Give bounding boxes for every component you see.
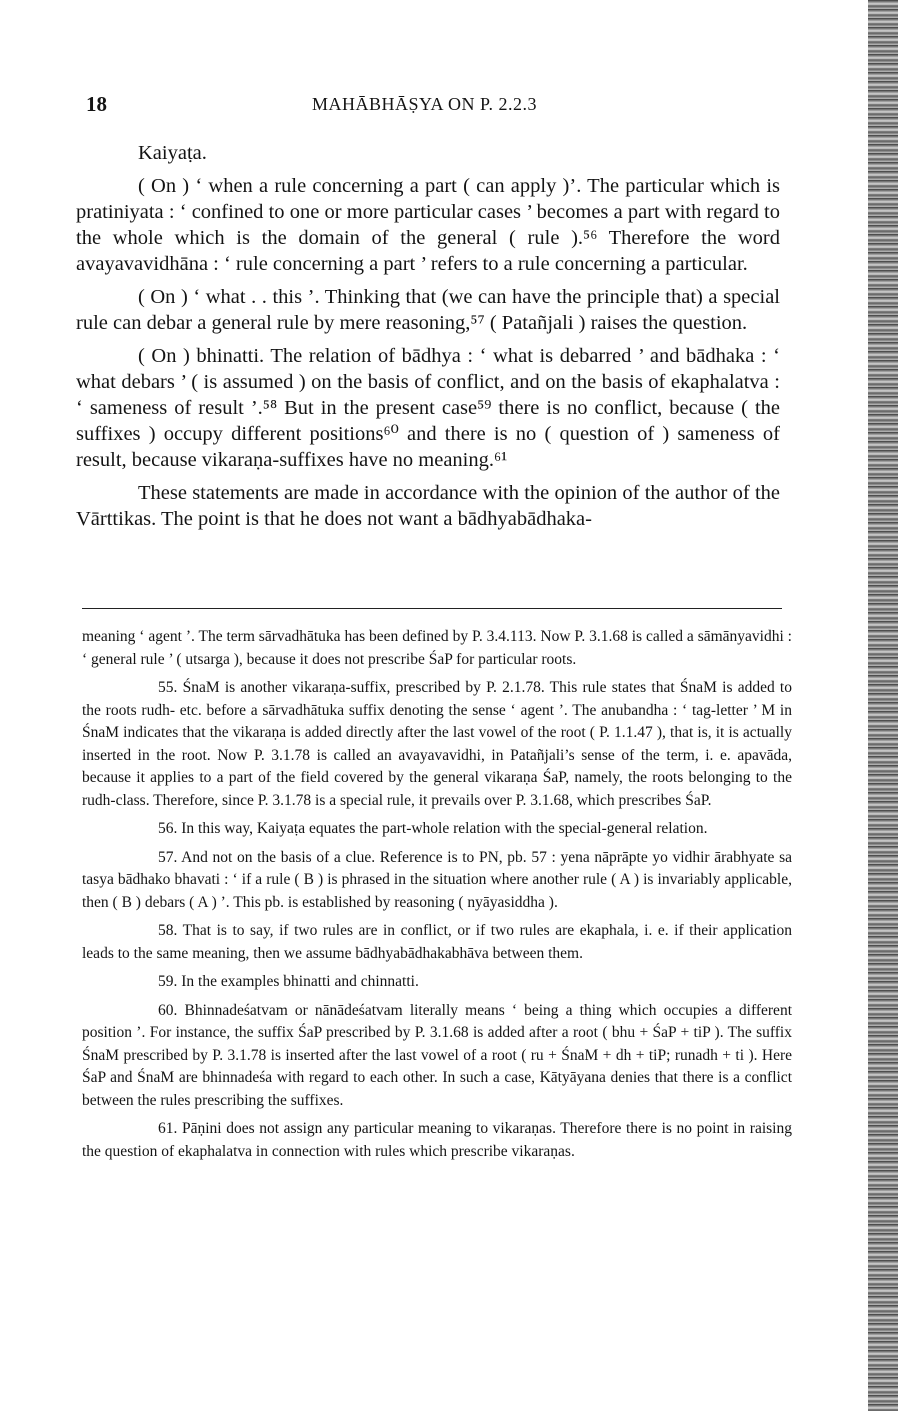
page-number: 18	[86, 92, 107, 116]
body-paragraph: ( On ) ‘ when a rule concerning a part ( can apply )’. The particular which is pratiniyata : ‘ confined to one or more particular cases ’ becomes a part with regard to the whole which is the domain of the general ( rule ).⁵⁶ Therefore the word avayavavidhāna : ‘ rule concerning a part ’ refers to a rule concerning a particular.	[76, 175, 780, 275]
footnote: 59. In the examples bhinatti and chinnatti.	[158, 973, 419, 990]
footnote: 57. And not on the basis of a clue. Reference is to PN, pb. 57 : yena nāprāpte yo vidhir ārabhyate sa tasya bādhako bhavati : ‘ if a rule ( B ) is phrased in the situation where another rule ( A ) is invariably applicable, then ( B ) debars ( A ) ’. This pb. is established by reasoning ( nyāyasiddha ).	[82, 848, 792, 911]
footnotes	[82, 626, 792, 1169]
footnote: 61. Pāṇini does not assign any particular meaning to vikaraṇas. Therefore there is no point in raising the question of ekaphalatva in connection with rules which prescribe vikaraṇas.	[82, 1120, 792, 1160]
footnote: 55. ŚnaM is another vikaraṇa-suffix, prescribed by P. 2.1.78. This rule states that ŚnaM is added to the roots rudh- etc. before a sārvadhātuka suffix denoting the sense ‘ agent ’. The anubandha : ‘ tag-letter ’ M in ŚnaM indicates that the vikaraṇa is added directly after the last vowel of the root ( P. 1.1.47 ), that is, it is actually inserted in the root. Now P. 3.1.78 is called an avayavavidhi, in Patañjali’s sense of the term, i. e. apavāda, because it applies to a part of the field covered by the general vikaraṇa ŚaP, namely, the roots belonging to the rudh-class. Therefore, since P. 3.1.78 is a special rule, it prevails over P. 3.1.68, which prescribes ŚaP.	[82, 679, 792, 809]
running-title: MAHĀBHĀṢYA ON P. 2.2.3	[312, 94, 538, 114]
footnote: 56. In this way, Kaiyaṭa equates the part-whole relation with the special-general relation.	[158, 820, 708, 837]
body-paragraph: ( On ) ‘ what . . this ’. Thinking that (we can have the principle that) a special rule can debar a general rule by mere reasoning,⁵⁷ ( Patañjali ) raises the question.	[76, 286, 780, 334]
scanned-page-edge	[868, 0, 898, 1411]
footnote: 58. That is to say, if two rules are in conflict, or if two rules are ekaphala, i. e. if their application leads to the same meaning, then we assume bādhyabādhakabhāva between them.	[82, 922, 792, 962]
main-text	[76, 140, 780, 539]
footnote: 60. Bhinnadeśatvam or nānādeśatvam literally means ‘ being a thing which occupies a different position ’. For instance, the suffix ŚaP prescribed by P. 3.1.68 is added after a root ( bhu + ŚaP + tiP ). The suffix ŚnaM prescribed by P. 3.1.78 is inserted after the last vowel of a root ( ru + ŚnaM + dh + tiP; runadh + ti ). Here ŚaP and ŚnaM are bhinnadeśa with regard to each other. In such a case, Kātyāyana denies that there is a conflict between the rules prescribing the suffixes.	[82, 1001, 792, 1109]
body-paragraph: These statements are made in accordance with the opinion of the author of the Vārttikas. The point is that he does not want a bādhyabādhaka-	[76, 482, 780, 530]
body-paragraph: Kaiyaṭa.	[138, 142, 207, 164]
page-header	[86, 92, 786, 122]
footnote-divider	[82, 608, 782, 609]
footnote: meaning ‘ agent ’. The term sārvadhātuka has been defined by P. 3.4.113. Now P. 3.1.68 is called a sāmānyavidhi : ‘ general rule ’ ( utsarga ), because it does not prescribe ŚaP for particular roots.	[82, 628, 792, 668]
body-paragraph: ( On ) bhinatti. The relation of bādhya : ‘ what is debarred ’ and bādhaka : ‘ what debars ’ ( is assumed ) on the basis of conflict, and on the basis of ekaphalatva : ‘ sameness of result ’.⁵⁸ But in the present case⁵⁹ there is no conflict, because ( the suffixes ) occupy different positions⁶⁰ and there is no ( question of ) sameness of result, because vikaraṇa-suffixes have no meaning.⁶¹	[76, 345, 780, 471]
